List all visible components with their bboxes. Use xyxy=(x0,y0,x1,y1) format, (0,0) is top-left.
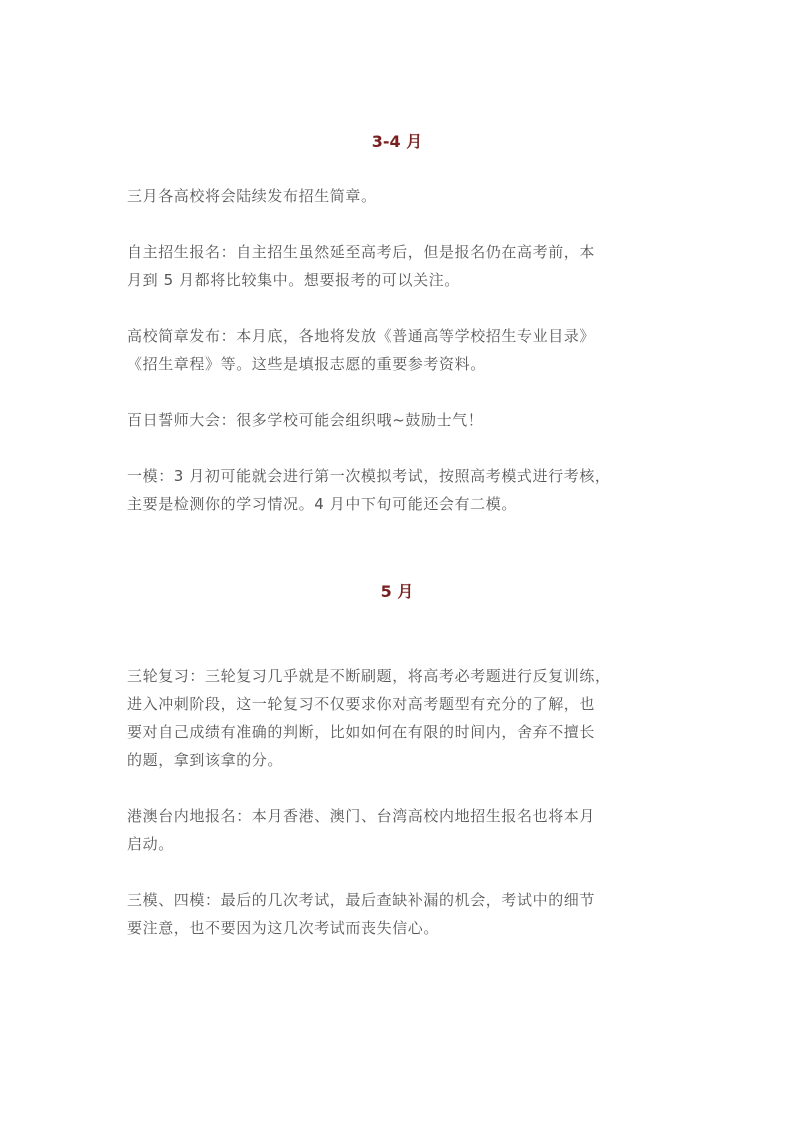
text-line: 高校简章发布：本月底，各地将发放《普通高等学校招生专业目录》 xyxy=(127,327,596,345)
text-line: 要注意，也不要因为这几次考试而丧失信心。 xyxy=(127,919,440,937)
text-line: 月到 5 月都将比较集中。想要报考的可以关注。 xyxy=(127,271,460,289)
text-line: 三轮复习：三轮复习几乎就是不断刷题，将高考必考题进行反复训练， xyxy=(127,667,611,685)
paragraph-third-round-review xyxy=(127,662,682,774)
text-line: 启动。 xyxy=(127,835,174,853)
text-line: 《招生章程》等。这些是填报志愿的重要参考资料。 xyxy=(127,355,486,373)
paragraph-college-brochure-release xyxy=(127,322,682,378)
paragraph-third-fourth-mock xyxy=(127,886,682,942)
section-heading-may: 5 月 xyxy=(380,582,414,601)
text-line: 主要是检测你的学习情况。4 月中下旬可能还会有二模。 xyxy=(127,495,517,513)
text-line: 的题，拿到该拿的分。 xyxy=(127,751,284,769)
text-line: 自主招生报名：自主招生虽然延至高考后，但是报名仍在高考前，本 xyxy=(127,243,596,261)
paragraph-brochures xyxy=(127,182,682,210)
paragraph-hk-macau-taiwan-registration xyxy=(127,802,682,858)
paragraph-pledge-rally xyxy=(127,406,682,434)
paragraph-independent-enrollment xyxy=(127,238,682,294)
text-line: 进入冲刺阶段，这一轮复习不仅要求你对高考题型有充分的了解，也 xyxy=(127,695,596,713)
text-line: 港澳台内地报名：本月香港、澳门、台湾高校内地招生报名也将本月 xyxy=(127,807,596,825)
text-line: 要对自己成绩有准确的判断，比如如何在有限的时间内，舍弃不擅长 xyxy=(127,723,596,741)
text-line: 百日誓师大会：很多学校可能会组织哦~鼓励士气！ xyxy=(127,411,484,429)
text-line: 一模：3 月初可能就会进行第一次模拟考试，按照高考模式进行考核， xyxy=(127,467,611,485)
section-heading-march-april: 3-4 月 xyxy=(371,132,423,151)
text-line: 三月各高校将会陆续发布招生简章。 xyxy=(127,187,377,205)
text-line: 三模、四模：最后的几次考试，最后查缺补漏的机会，考试中的细节 xyxy=(127,891,596,909)
paragraph-first-mock-exam xyxy=(127,462,682,518)
